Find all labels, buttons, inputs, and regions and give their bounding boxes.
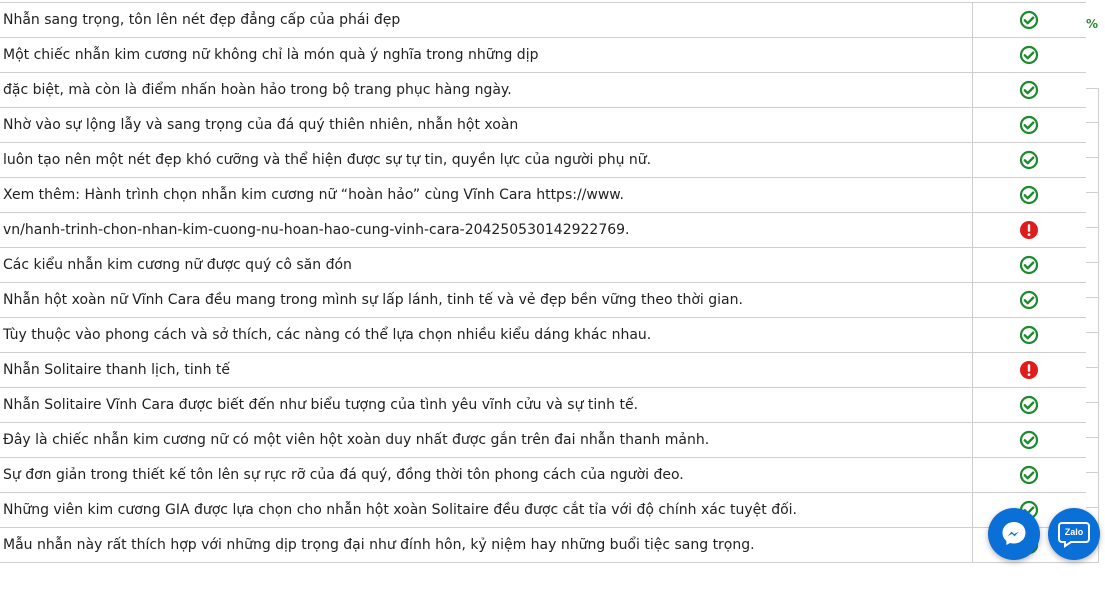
bracket-tick: [1086, 297, 1099, 298]
status-cell: [973, 213, 1086, 247]
check-circle-icon: [1019, 325, 1039, 345]
table-row: [0, 38, 1086, 73]
bracket-tick: [1086, 472, 1099, 473]
check-circle-icon: [1019, 150, 1039, 170]
status-cell: [973, 248, 1086, 282]
status-cell: [973, 318, 1086, 352]
sentence-text: Nhẫn Solitaire thanh lịch, tinh tế: [0, 353, 973, 387]
bracket-tick: [1086, 437, 1099, 438]
sentence-table: [0, 2, 1086, 563]
bracket-tick: [1086, 192, 1099, 193]
table-row: [0, 213, 1086, 248]
table-row: [0, 108, 1086, 143]
check-circle-icon: [1019, 10, 1039, 30]
bracket-tick: [1086, 122, 1099, 123]
messenger-icon: [999, 519, 1029, 549]
sentence-text: Xem thêm: Hành trình chọn nhẫn kim cương nữ “hoàn hảo” cùng Vĩnh Cara https://www.: [0, 178, 973, 212]
sentence-text: Đây là chiếc nhẫn kim cương nữ có một viên hột xoàn duy nhất được gắn trên đai nhẫn thanh mảnh.: [0, 423, 973, 457]
status-cell: [973, 38, 1086, 72]
check-circle-icon: [1019, 45, 1039, 65]
check-circle-icon: [1019, 185, 1039, 205]
bracket-tick: [1086, 402, 1099, 403]
check-circle-icon: [1019, 115, 1039, 135]
table-row: [0, 143, 1086, 178]
sentence-text: Mẫu nhẫn này rất thích hợp với những dịp trọng đại như đính hôn, kỷ niệm hay những buổi tiệc sang trọng.: [0, 528, 973, 562]
sentence-text: Nhờ vào sự lộng lẫy và sang trọng của đá quý thiên nhiên, nhẫn hột xoàn: [0, 108, 973, 142]
sentence-text: Sự đơn giản trong thiết kế tôn lên sự rực rỡ của đá quý, đồng thời tôn phong cách của người đeo.: [0, 458, 973, 492]
check-circle-icon: [1019, 465, 1039, 485]
status-cell: [973, 3, 1086, 37]
zalo-button[interactable]: [1048, 508, 1100, 560]
check-circle-icon: [1019, 255, 1039, 275]
sentence-text: vn/hanh-trinh-chon-nhan-kim-cuong-nu-hoan-hao-cung-vinh-cara-204250530142922769.: [0, 213, 973, 247]
check-circle-icon: [1019, 430, 1039, 450]
bracket-tick: [1086, 367, 1099, 368]
scroll-bracket: [1086, 88, 1099, 563]
sentence-text: Nhẫn hột xoàn nữ Vĩnh Cara đều mang trong mình sự lấp lánh, tinh tế và vẻ đẹp bền vững theo thời gian.: [0, 283, 973, 317]
bracket-tick: [1086, 332, 1099, 333]
sentence-text: Một chiếc nhẫn kim cương nữ không chỉ là món quà ý nghĩa trong những dịp: [0, 38, 973, 72]
status-cell: [973, 353, 1086, 387]
status-cell: [973, 108, 1086, 142]
table-row: [0, 283, 1086, 318]
bracket-tick: [1086, 157, 1099, 158]
bracket-tick: [1086, 227, 1099, 228]
sentence-text: Tùy thuộc vào phong cách và sở thích, các nàng có thể lựa chọn nhiều kiểu dáng khác nhau.: [0, 318, 973, 352]
table-row: [0, 388, 1086, 423]
sentence-text: Nhẫn Solitaire Vĩnh Cara được biết đến như biểu tượng của tình yêu vĩnh cửu và sự tinh tế.: [0, 388, 973, 422]
status-cell: [973, 423, 1086, 457]
sentence-text: Những viên kim cương GIA được lựa chọn cho nhẫn hột xoàn Solitaire đều được cắt tỉa với độ chính xác tuyệt đối.: [0, 493, 973, 527]
check-circle-icon: [1019, 80, 1039, 100]
table-row: [0, 353, 1086, 388]
exclamation-circle-icon: [1019, 220, 1039, 240]
bracket-tick: [1086, 507, 1099, 508]
sentence-text: Nhẫn sang trọng, tôn lên nét đẹp đẳng cấp của phái đẹp: [0, 3, 973, 37]
sentence-text: luôn tạo nên một nét đẹp khó cưỡng và thể hiện được sự tự tin, quyền lực của người phụ nữ.: [0, 143, 973, 177]
table-row: [0, 458, 1086, 493]
exclamation-circle-icon: [1019, 360, 1039, 380]
table-row: [0, 423, 1086, 458]
table-row: [0, 528, 1086, 563]
bracket-tick: [1086, 262, 1099, 263]
status-cell: [973, 283, 1086, 317]
table-row: [0, 493, 1086, 528]
check-circle-icon: [1019, 290, 1039, 310]
zalo-label: Zalo: [1064, 527, 1084, 537]
status-cell: [973, 143, 1086, 177]
table-row: [0, 318, 1086, 353]
table-row: [0, 73, 1086, 108]
table-row: [0, 248, 1086, 283]
status-cell: [973, 178, 1086, 212]
sentence-text: Các kiểu nhẫn kim cương nữ được quý cô săn đón: [0, 248, 973, 282]
sentence-text: đặc biệt, mà còn là điểm nhấn hoàn hảo trong bộ trang phục hàng ngày.: [0, 73, 973, 107]
table-row: [0, 178, 1086, 213]
messenger-button[interactable]: [988, 508, 1040, 560]
table-row: [0, 3, 1086, 38]
percent-label: %: [1086, 17, 1099, 31]
status-cell: [973, 388, 1086, 422]
status-cell: [973, 458, 1086, 492]
status-cell: [973, 73, 1086, 107]
check-circle-icon: [1019, 395, 1039, 415]
